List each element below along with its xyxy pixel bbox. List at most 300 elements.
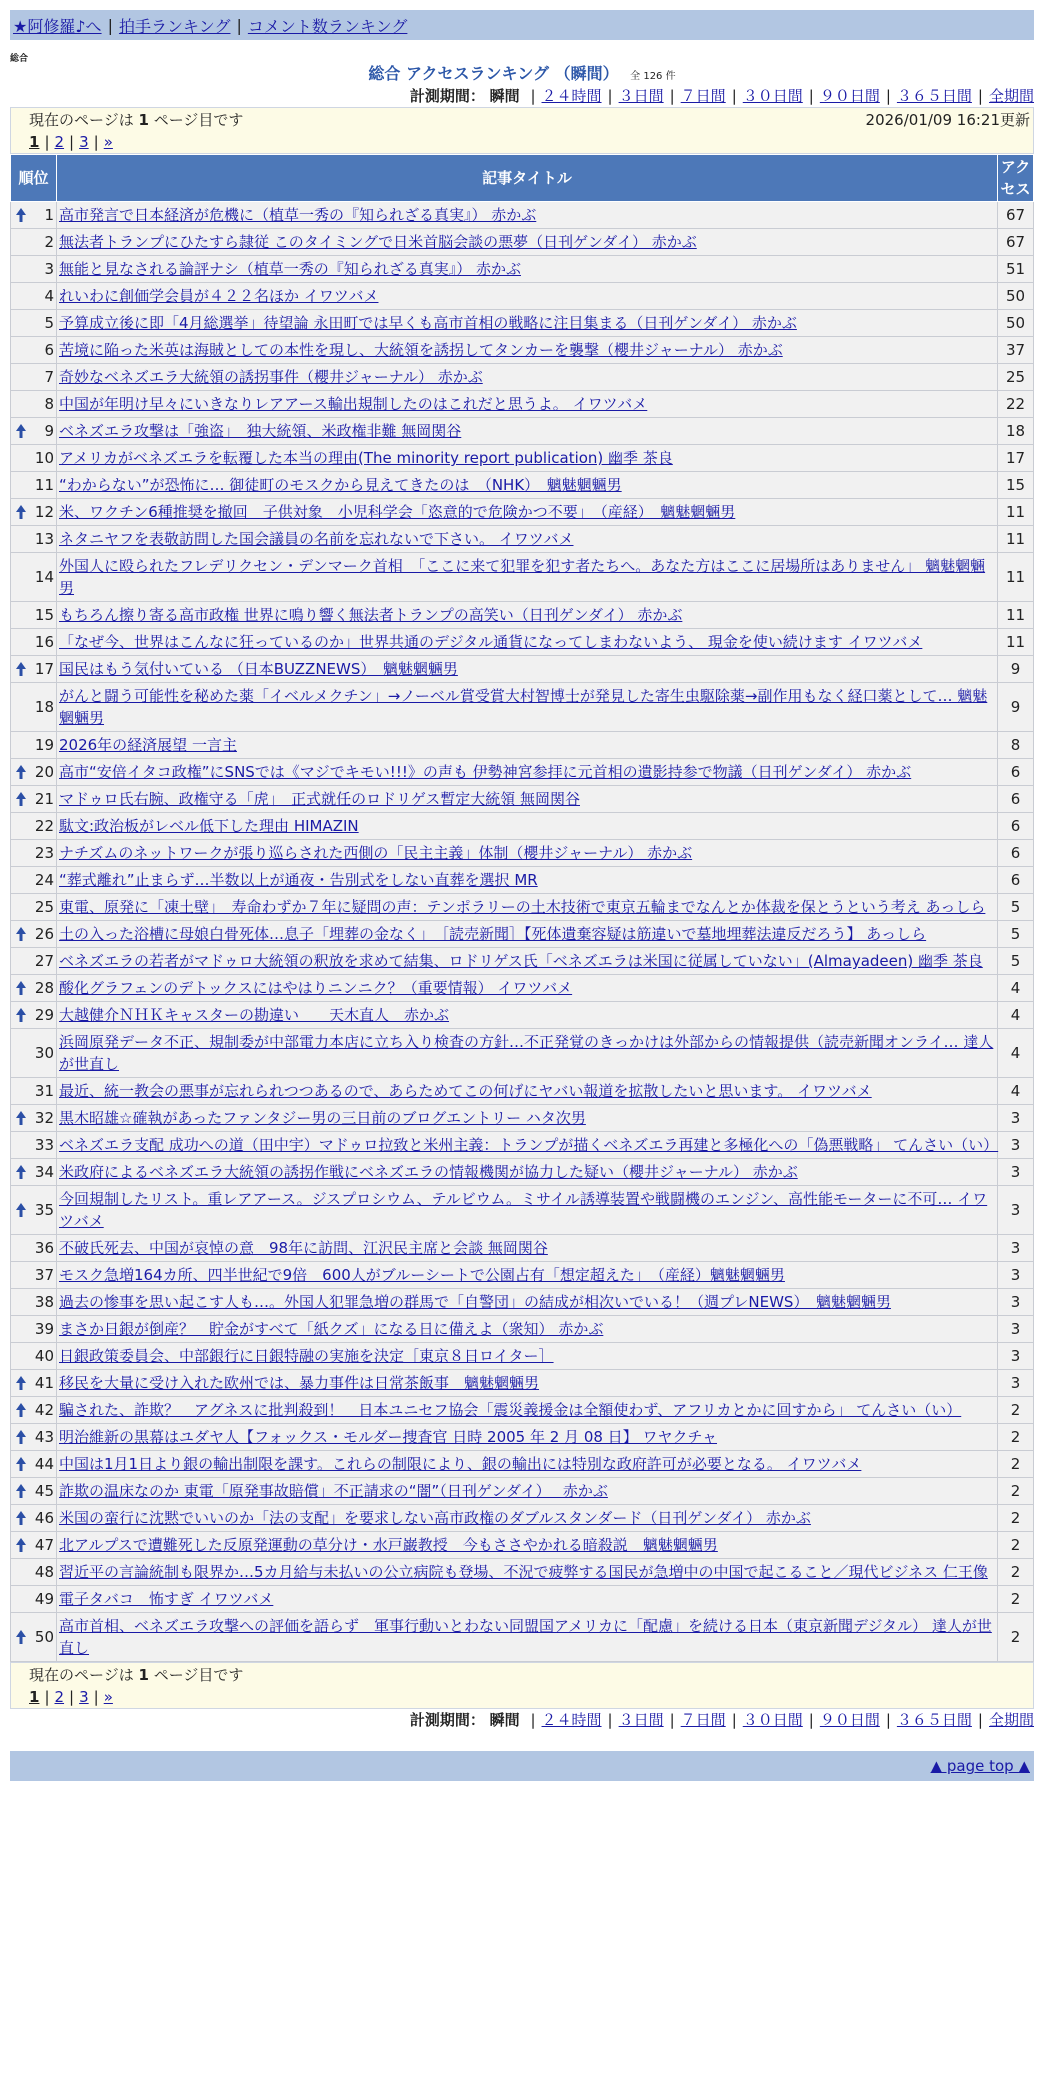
table-row: [11, 1132, 1034, 1159]
period-option[interactable]: 全期間: [988, 1711, 1034, 1729]
rank-cell: [11, 391, 57, 418]
table-row: [11, 1451, 1034, 1478]
article-link[interactable]: ベネズエラ支配 成功への道（田中宇）マドゥロ拉致と米州主義：トランプが描くベネズエラ再建と多極化への「偽悪戦略」 てんさい（い）: [59, 1136, 999, 1154]
up-arrow-icon: [15, 1429, 27, 1445]
period-separator: |: [607, 1711, 613, 1729]
title-cell: [57, 867, 998, 894]
title-cell: [57, 602, 998, 629]
title-cell: [57, 1105, 998, 1132]
article-link[interactable]: ナチズムのネットワークが張り巡らされた西側の「民主主義」体制（櫻井ジャーナル） 赤かぶ: [59, 844, 693, 862]
page-info-bottom: [10, 1662, 1034, 1709]
period-separator: |: [885, 1711, 891, 1729]
table-row: [11, 813, 1034, 840]
up-arrow-icon: [15, 791, 27, 807]
period-separator: |: [669, 1711, 675, 1729]
table-row: [11, 1105, 1034, 1132]
rank-cell: [11, 948, 57, 975]
article-link[interactable]: 騙された、詐欺？ アグネスに批判殺到！ 日本ユニセフ協会「震災義援金は全額使わず、アフリカとかに回すから」 てんさい（い）: [59, 1401, 962, 1419]
rank-cell: [11, 894, 57, 921]
article-link[interactable]: もちろん擦り寄る高市政権 世界に鳴り響く無法者トランプの高笑い（日刊ゲンダイ） 赤かぶ: [59, 606, 683, 624]
rank-cell: [11, 526, 57, 553]
table-row: [11, 1532, 1034, 1559]
period-option[interactable]: ２４時間: [541, 87, 602, 105]
up-arrow-icon: [15, 1483, 27, 1499]
title-cell: [57, 948, 998, 975]
rank-cell: [11, 1586, 57, 1613]
title-cell: [57, 786, 998, 813]
article-link[interactable]: 東電、原発に「凍土壁」 寿命わずか７年に疑問の声：テンポラリーの土木技術で東京五輪までなんとか体裁を保とうという考え あっしら: [59, 898, 986, 916]
rank-number: 9: [44, 422, 54, 440]
updated-timestamp: 2026/01/09 16:21更新: [865, 111, 1030, 129]
table-row: [11, 310, 1034, 337]
period-option[interactable]: ３６５日間: [896, 1711, 972, 1729]
pagination: 1 | 2 | 3 | »: [29, 1688, 113, 1706]
access-count: 9: [998, 656, 1034, 683]
rank-number: 5: [44, 314, 54, 332]
up-arrow-icon: [15, 504, 27, 520]
rank-number: 3: [44, 260, 54, 278]
rank-cell: [11, 975, 57, 1002]
up-arrow-icon: [15, 1007, 27, 1023]
rank-cell: [11, 553, 57, 602]
pagination-page-3[interactable]: 3: [79, 1688, 89, 1706]
article-link[interactable]: 米政府によるベネズエラ大統領の誘拐作戦にベネズエラの情報機関が協力した疑い（櫻井ジャーナル） 赤かぶ: [59, 1163, 798, 1181]
table-row: [11, 202, 1034, 229]
table-row: [11, 656, 1034, 683]
rank-number: 16: [34, 633, 54, 651]
access-count: 9: [998, 683, 1034, 732]
rank-cell: [11, 602, 57, 629]
pagination-page-3[interactable]: 3: [79, 133, 89, 151]
rank-cell: [11, 337, 57, 364]
article-link[interactable]: “わからない”が恐怖に… 御徒町のモスクから見えてきたのは （NHK） 魑魅魍魎男: [59, 476, 622, 494]
rank-number: 32: [34, 1109, 54, 1127]
rank-number: 7: [44, 368, 54, 386]
title-cell: [57, 1559, 998, 1586]
article-link[interactable]: 土の入った浴槽に母娘白骨死体…息子「埋葬の金なく」 ［読売新聞］【死体遺棄容疑は筋違いで墓地埋葬法違反だろう】 あっしら: [59, 925, 927, 943]
article-link[interactable]: 酸化グラフェンのデトックスにはやはりニンニク？（重要情報） イワツバメ: [59, 979, 573, 997]
table-row: [11, 553, 1034, 602]
period-separator: |: [977, 87, 983, 105]
title-cell: [57, 1370, 998, 1397]
period-option[interactable]: ３日間: [618, 1711, 664, 1729]
title-cell: [57, 1316, 998, 1343]
rank-number: 22: [34, 817, 54, 835]
title-cell: [57, 1186, 998, 1235]
article-link[interactable]: 国民はもう気付いている （日本BUZZNEWS） 魑魅魍魎男: [59, 660, 458, 678]
title-cell: [57, 1235, 998, 1262]
article-link[interactable]: 今回規制したリスト。重レアアース。ジスプロシウム、テルビウム。ミサイル誘導装置や戦闘機のエンジン、高性能モーターに不可… イワツバメ: [59, 1190, 988, 1230]
rank-cell: [11, 1451, 57, 1478]
table-row: [11, 894, 1034, 921]
table-row: [11, 629, 1034, 656]
article-link[interactable]: ネタニヤフを表敬訪問した国会議員の名前を忘れないで下さい。 イワツバメ: [59, 530, 574, 548]
access-count: 3: [998, 1370, 1034, 1397]
nav-separator: |: [107, 15, 113, 35]
title-cell: [57, 1478, 998, 1505]
access-count: 67: [998, 229, 1034, 256]
title-cell: [57, 1159, 998, 1186]
rank-number: 2: [44, 233, 54, 251]
article-link[interactable]: 移民を大量に受け入れた欧州では、暴力事件は日常茶飯事 魑魅魍魎男: [59, 1374, 540, 1392]
up-arrow-icon: [15, 423, 27, 439]
title-cell: [57, 1289, 998, 1316]
article-link[interactable]: ベネズエラ攻撃は「強盗」 独大統領、米政権非難 無岡関谷: [59, 422, 462, 440]
table-row: [11, 975, 1034, 1002]
rank-cell: [11, 683, 57, 732]
table-row: [11, 786, 1034, 813]
access-count: 15: [998, 472, 1034, 499]
rank-cell: [11, 921, 57, 948]
nav-separator: |: [236, 15, 242, 35]
period-current: 瞬間: [489, 1711, 520, 1729]
rank-number: 46: [34, 1509, 54, 1527]
table-row: [11, 1559, 1034, 1586]
article-link[interactable]: 過去の惨事を思い起こす人も…。外国人犯罪急増の群馬で「自警団」の結成が相次いでいる！（週プレNEWS） 魑魅魍魎男: [59, 1293, 891, 1311]
table-row: [11, 602, 1034, 629]
article-link[interactable]: アメリカがベネズエラを転覆した本当の理由(The minority report publication) 幽季 茶良: [59, 449, 673, 467]
rank-cell: [11, 1559, 57, 1586]
article-link[interactable]: 習近平の言論統制も限界か…5カ月給与未払いの公立病院も登場、不況で疲弊する国民が急増中の中国で起こること／現代ビジネス 仁王像: [59, 1563, 988, 1581]
table-row: [11, 418, 1034, 445]
access-count: 50: [998, 310, 1034, 337]
current-page-text: 現在のページは 1 ページ目です: [29, 111, 244, 129]
period-option[interactable]: ７日間: [680, 1711, 726, 1729]
period-separator: |: [731, 1711, 737, 1729]
article-link[interactable]: 北アルプスで遭難死した反原発運動の草分け・水戸巌教授 今もささやかれる暗殺説 魑魅魍魎男: [59, 1536, 718, 1554]
rank-cell: [11, 840, 57, 867]
period-separator: |: [530, 1711, 536, 1729]
table-row: [11, 1289, 1034, 1316]
table-row: [11, 1586, 1034, 1613]
rank-number: 6: [44, 341, 54, 359]
article-link[interactable]: 外国人に殴られたフレデリクセン・デンマーク首相 「ここに来て犯罪を犯す者たちへ。あなた方はここに居場所はありません」 魑魅魍魎男: [59, 557, 986, 597]
rank-cell: [11, 1613, 57, 1662]
article-link[interactable]: 予算成立後に即「4月総選挙」待望論 永田町では早くも高市首相の戦略に注目集まる（日刊ゲンダイ） 赤かぶ: [59, 314, 797, 332]
up-arrow-icon: [15, 1510, 27, 1526]
access-count: 3: [998, 1186, 1034, 1235]
rank-number: 8: [44, 395, 54, 413]
period-option[interactable]: ３０日間: [742, 87, 803, 105]
title-header: 記事タイトル: [57, 155, 998, 202]
title-cell: [57, 656, 998, 683]
access-count: 2: [998, 1505, 1034, 1532]
title-cell: [57, 337, 998, 364]
article-link[interactable]: 電子タバコ 怖すぎ イワツバメ: [59, 1590, 274, 1608]
rank-number: 38: [34, 1293, 54, 1311]
up-arrow-icon: [15, 980, 27, 996]
rank-number: 37: [34, 1266, 54, 1284]
up-arrow-icon: [15, 1375, 27, 1391]
access-count: 11: [998, 499, 1034, 526]
table-row: [11, 1343, 1034, 1370]
table-row: [11, 1613, 1034, 1662]
table-row: [11, 1159, 1034, 1186]
rank-cell: [11, 1186, 57, 1235]
table-row: [11, 1262, 1034, 1289]
page-top-link[interactable]: ▲ page top ▲: [930, 1757, 1030, 1775]
article-link[interactable]: 無法者トランプにひたすら隷従 このタイミングで日米首脳会談の悪夢（日刊ゲンダイ） 赤かぶ: [59, 233, 697, 251]
rank-number: 47: [34, 1536, 54, 1554]
article-link[interactable]: 高市発言で日本経済が危機に（植草一秀の『知られざる真実』） 赤かぶ: [59, 206, 537, 224]
table-row: [11, 364, 1034, 391]
access-count: 5: [998, 894, 1034, 921]
access-count: 3: [998, 1289, 1034, 1316]
table-row: [11, 445, 1034, 472]
period-separator: |: [731, 87, 737, 105]
access-count: 37: [998, 337, 1034, 364]
access-count: 11: [998, 553, 1034, 602]
rank-number: 33: [34, 1136, 54, 1154]
rank-number: 42: [34, 1401, 54, 1419]
title-cell: [57, 553, 998, 602]
article-link[interactable]: 苦境に陥った米英は海賊としての本性を現し、大統領を誘拐してタンカーを襲撃（櫻井ジャーナル） 赤かぶ: [59, 341, 783, 359]
rank-cell: [11, 1078, 57, 1105]
period-option[interactable]: ９０日間: [819, 1711, 880, 1729]
title-cell: [57, 1451, 998, 1478]
access-count: 2: [998, 1613, 1034, 1662]
title-cell: [57, 499, 998, 526]
rank-number: 44: [34, 1455, 54, 1473]
table-row: [11, 867, 1034, 894]
rank-cell: [11, 656, 57, 683]
access-count: 18: [998, 418, 1034, 445]
rank-number: 34: [34, 1163, 54, 1181]
access-count: 4: [998, 1029, 1034, 1078]
article-link[interactable]: 最近、統一教会の悪事が忘れられつつあるので、あらためてこの何げにヤバい報道を拡散したいと思います。 イワツバメ: [59, 1082, 872, 1100]
title-cell: [57, 840, 998, 867]
table-row: [11, 683, 1034, 732]
table-row: [11, 391, 1034, 418]
table-row: [11, 1478, 1034, 1505]
title-cell: [57, 256, 998, 283]
up-arrow-icon: [15, 1164, 27, 1180]
article-link[interactable]: モスク急増164カ所、四半世紀で9倍 600人がブルーシートで公園占有「想定超えた」 （産経）魑魅魍魎男: [59, 1266, 785, 1284]
title-cell: [57, 1586, 998, 1613]
title-cell: [57, 526, 998, 553]
home-link[interactable]: ★阿修羅♪へ: [13, 16, 102, 36]
access-count: 2: [998, 1451, 1034, 1478]
access-count: 3: [998, 1343, 1034, 1370]
clap-ranking-link[interactable]: 拍手ランキング: [118, 16, 231, 36]
article-link[interactable]: 大越健介ＮＨＫキャスターの勘違い 天木直人 赤かぶ: [59, 1006, 450, 1024]
period-option[interactable]: ９０日間: [819, 87, 880, 105]
table-row: [11, 1397, 1034, 1424]
rank-number: 14: [34, 568, 54, 586]
article-link[interactable]: 無能と見なされる論評ナシ（植草一秀の『知られざる真実』） 赤かぶ: [59, 260, 521, 278]
rank-number: 27: [34, 952, 54, 970]
rank-cell: [11, 1370, 57, 1397]
rank-cell: [11, 1235, 57, 1262]
rank-number: 18: [34, 698, 54, 716]
rank-cell: [11, 813, 57, 840]
article-link[interactable]: “葬式離れ”止まらず…半数以上が通夜・告別式をしない直葬を選択 MR: [59, 871, 538, 889]
table-row: [11, 283, 1034, 310]
access-count: 6: [998, 786, 1034, 813]
period-separator: |: [669, 87, 675, 105]
article-link[interactable]: 黒木昭雄☆確執があったファンタジー男の三日前のブログエントリー ハタ次男: [59, 1109, 586, 1127]
table-row: [11, 1235, 1034, 1262]
ranking-title-text: 総合 アクセスランキング （瞬間）: [368, 64, 619, 83]
rank-cell: [11, 1505, 57, 1532]
rank-cell: [11, 1002, 57, 1029]
rank-cell: [11, 1132, 57, 1159]
article-link[interactable]: 「なぜ今、世界はこんなに狂っているのか」世界共通のデジタル通貨になってしまわないよう、 現金を使い続けます イワツバメ: [59, 633, 923, 651]
period-option[interactable]: ３日間: [618, 87, 664, 105]
title-cell: [57, 894, 998, 921]
rank-cell: [11, 1424, 57, 1451]
access-count: 17: [998, 445, 1034, 472]
period-separator: |: [885, 87, 891, 105]
article-link[interactable]: ベネズエラの若者がマドゥロ大統領の釈放を求めて結集、ロドリゲス氏「ベネズエラは米国に従属していない」(Almayadeen) 幽季 茶良: [59, 952, 983, 970]
rank-cell: [11, 1397, 57, 1424]
period-separator: |: [530, 87, 536, 105]
rank-number: 13: [34, 530, 54, 548]
period-option[interactable]: 全期間: [988, 87, 1034, 105]
period-option[interactable]: ２４時間: [541, 1711, 602, 1729]
access-count: 6: [998, 840, 1034, 867]
title-cell: [57, 202, 998, 229]
article-link[interactable]: 2026年の経済展望 一言主: [59, 736, 237, 754]
article-link[interactable]: 明治維新の黒幕はユダヤ人【フォックス・モルダー捜査官 日時 2005 年 2 月 08 日】 ワヤクチャ: [59, 1428, 718, 1446]
table-row: [11, 1370, 1034, 1397]
title-cell: [57, 364, 998, 391]
rank-cell: [11, 229, 57, 256]
table-row: [11, 840, 1034, 867]
table-row: [11, 921, 1034, 948]
article-link[interactable]: 奇妙なベネズエラ大統領の誘拐事件（櫻井ジャーナル） 赤かぶ: [59, 368, 483, 386]
access-count: 4: [998, 1002, 1034, 1029]
table-row: [11, 526, 1034, 553]
access-count: 3: [998, 1262, 1034, 1289]
rank-number: 48: [34, 1563, 54, 1581]
title-cell: [57, 1505, 998, 1532]
rank-cell: [11, 1478, 57, 1505]
rank-cell: [11, 1262, 57, 1289]
period-option[interactable]: ７日間: [680, 87, 726, 105]
access-count: 67: [998, 202, 1034, 229]
top-nav-bar: [10, 10, 1034, 40]
access-count: 6: [998, 867, 1034, 894]
article-link[interactable]: 中国が年明け早々にいきなりレアアース輸出規制したのはこれだと思うよ。 イワツバメ: [59, 395, 648, 413]
up-arrow-icon: [15, 1456, 27, 1472]
table-row: [11, 337, 1034, 364]
up-arrow-icon: [15, 1202, 27, 1218]
access-count: 8: [998, 732, 1034, 759]
rank-number: 30: [34, 1044, 54, 1062]
article-link[interactable]: 中国は1月1日より銀の輸出制限を課す。これらの制限により、銀の輸出には特別な政府許可が必要となる。 イワツバメ: [59, 1455, 862, 1473]
table-row: [11, 1186, 1034, 1235]
table-row: [11, 1078, 1034, 1105]
article-link[interactable]: マドゥロ氏右腕、政権守る「虎」 正式就任のロドリゲス暫定大統領 無岡関谷: [59, 790, 580, 808]
article-link[interactable]: がんと闘う可能性を秘めた薬「イベルメクチン」→ノーベル賞受賞大村智博士が発見した寄生虫駆除薬→副作用もなく経口薬として… 魑魅魍魎男: [59, 687, 988, 727]
period-separator: |: [808, 87, 814, 105]
access-count: 6: [998, 813, 1034, 840]
rank-cell: [11, 759, 57, 786]
rank-cell: [11, 786, 57, 813]
rank-cell: [11, 202, 57, 229]
table-row: [11, 1002, 1034, 1029]
comment-ranking-link[interactable]: コメント数ランキング: [247, 16, 408, 36]
article-link[interactable]: 不破氏死去、中国が哀悼の意 98年に訪問、江沢民主席と会談 無岡関谷: [59, 1239, 548, 1257]
access-count: 2: [998, 1478, 1034, 1505]
access-count: 5: [998, 921, 1034, 948]
rank-number: 41: [34, 1374, 54, 1392]
table-row: [11, 1424, 1034, 1451]
period-option[interactable]: ３０日間: [742, 1711, 803, 1729]
title-cell: [57, 683, 998, 732]
period-option[interactable]: ３６５日間: [896, 87, 972, 105]
rank-number: 25: [34, 898, 54, 916]
access-count: 2: [998, 1424, 1034, 1451]
title-cell: [57, 921, 998, 948]
article-link[interactable]: 米、ワクチン6種推奨を撤回 子供対象 小児科学会「恣意的で危険かつ不要」 （産経） 魑魅魍魎男: [59, 503, 736, 521]
article-link[interactable]: まさか日銀が倒産？ 貯金がすべて「紙クズ」になる日に備えよ（衆知） 赤かぶ: [59, 1320, 604, 1338]
article-link[interactable]: 浜岡原発データ不正、規制委が中部電力本店に立ち入り検査の方針…不正発覚のきっかけは外部からの情報提供（読売新聞オンライ… 達人が世直し: [59, 1033, 994, 1073]
access-count: 11: [998, 526, 1034, 553]
pagination-page-2[interactable]: 2: [54, 133, 65, 151]
up-arrow-icon: [15, 764, 27, 780]
table-row: [11, 256, 1034, 283]
access-count: 4: [998, 975, 1034, 1002]
pagination-current: 1: [29, 1688, 40, 1706]
rank-number: 28: [34, 979, 54, 997]
access-count: 22: [998, 391, 1034, 418]
rank-number: 23: [34, 844, 54, 862]
rank-number: 1: [44, 206, 54, 224]
access-count: 11: [998, 629, 1034, 656]
ranking-title: [10, 63, 1034, 85]
table-row: [11, 499, 1034, 526]
article-link[interactable]: 日銀政策委員会、中部銀行に日銀特融の実施を決定［東京８日ロイター］: [59, 1347, 554, 1365]
table-row: [11, 732, 1034, 759]
access-count: 3: [998, 1159, 1034, 1186]
article-link[interactable]: 駄文:政治板がレベル低下した理由 HIMAZIN: [59, 817, 359, 835]
article-link[interactable]: 高市“安倍イタコ政権”にSNSでは《マジでキモい!!!》の声も 伊勢神宮参拝に元首相の遺影持参で物議（日刊ゲンダイ） 赤かぶ: [59, 763, 912, 781]
rank-number: 35: [34, 1201, 54, 1219]
article-link[interactable]: 米国の蛮行に沈黙でいいのか「法の支配」を要求しない高市政権のダブルスタンダード（日刊ゲンダイ） 赤かぶ: [59, 1509, 811, 1527]
rank-number: 29: [34, 1006, 54, 1024]
rank-cell: [11, 867, 57, 894]
current-page-text: 現在のページは 1 ページ目です: [29, 1666, 244, 1684]
rank-cell: [11, 1316, 57, 1343]
article-link[interactable]: れいわに創価学会員が４２２名ほか イワツバメ: [59, 287, 379, 305]
rank-cell: [11, 1532, 57, 1559]
period-label: 計測期間：: [409, 87, 485, 105]
rank-number: 11: [34, 476, 54, 494]
table-row: [11, 229, 1034, 256]
pagination-next[interactable]: »: [103, 1688, 113, 1706]
rank-header: 順位: [11, 155, 57, 202]
rank-cell: [11, 364, 57, 391]
access-count: 3: [998, 1235, 1034, 1262]
article-link[interactable]: 詐欺の温床なのか 東電「原発事故賠償」不正請求の“闇”（日刊ゲンダイ） 赤かぶ: [59, 1482, 608, 1500]
rank-number: 15: [34, 606, 54, 624]
rank-number: 36: [34, 1239, 54, 1257]
article-link[interactable]: 高市首相、ベネズエラ攻撃への評価を語らず 軍事行動いとわない同盟国アメリカに「配慮」を続ける日本（東京新聞デジタル） 達人が世直し: [59, 1617, 992, 1657]
ranking-table: [10, 154, 1034, 1662]
rank-number: 31: [34, 1082, 54, 1100]
pagination-page-2[interactable]: 2: [54, 1688, 65, 1706]
access-count: 2: [998, 1586, 1034, 1613]
rank-number: 12: [34, 503, 54, 521]
title-cell: [57, 1002, 998, 1029]
bottom-bar: [10, 1751, 1034, 1781]
title-cell: [57, 1029, 998, 1078]
title-cell: [57, 813, 998, 840]
pagination-next[interactable]: »: [103, 133, 113, 151]
rank-number: 26: [34, 925, 54, 943]
